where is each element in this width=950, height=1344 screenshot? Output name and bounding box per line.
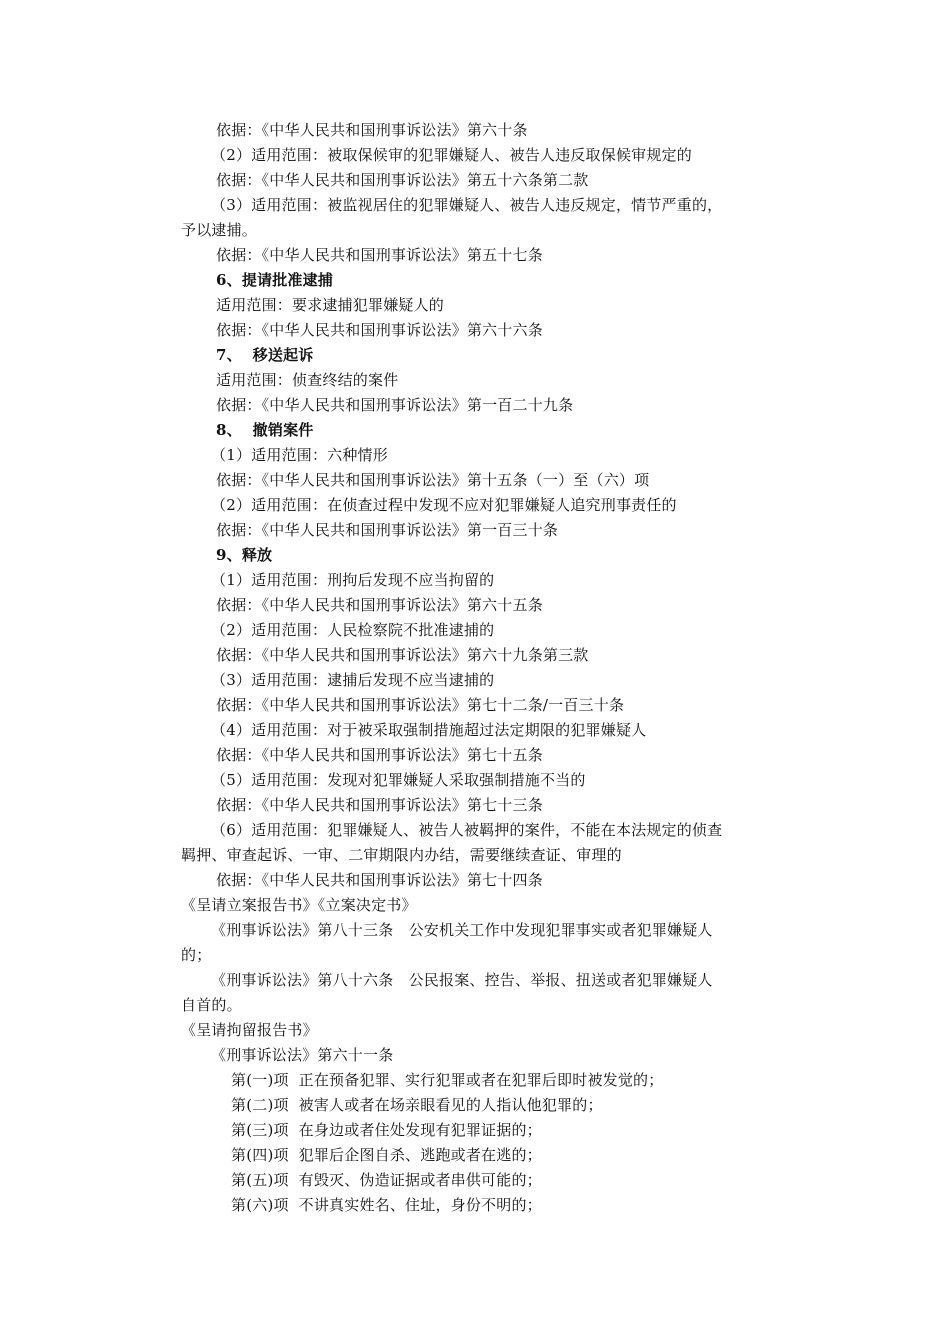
document-title-line: 《呈请拘留报告书》	[181, 1021, 318, 1039]
text-line: （5）适用范围：发现对犯罪嫌疑人采取强制措施不当的	[211, 771, 586, 789]
text-line: 依据：《中华人民共和国刑事诉讼法》第六十条	[216, 121, 528, 139]
text-line: （2）适用范围：在侦查过程中发现不应对犯罪嫌疑人追究刑事责任的	[211, 496, 677, 514]
text-line: 依据：《中华人民共和国刑事诉讼法》第六十六条	[216, 321, 543, 339]
text-line: （4）适用范围：对于被采取强制措施超过法定期限的犯罪嫌疑人	[211, 721, 647, 739]
text-line: 依据：《中华人民共和国刑事诉讼法》第七十二条/一百三十条	[216, 696, 625, 714]
text-line: 依据：《中华人民共和国刑事诉讼法》第七十五条	[216, 746, 543, 764]
text-line: （3）适用范围：被监视居住的犯罪嫌疑人、被告人违反规定，情节严重的，	[211, 196, 723, 214]
text-line: （1）适用范围：刑拘后发现不应当拘留的	[211, 571, 495, 589]
clause-item: 第(一)项 正在预备犯罪、实行犯罪或者在犯罪后即时被发觉的；	[231, 1071, 664, 1089]
text-line: 依据：《中华人民共和国刑事诉讼法》第一百三十条	[216, 521, 559, 539]
text-line: 适用范围：要求逮捕犯罪嫌疑人的	[216, 296, 445, 314]
text-line: 依据：《中华人民共和国刑事诉讼法》第六十五条	[216, 596, 543, 614]
clause-item: 第(四)项 犯罪后企图自杀、逃跑或者在逃的；	[231, 1146, 542, 1164]
text-line: 依据：《中华人民共和国刑事诉讼法》第五十七条	[216, 246, 543, 264]
text-line: 依据：《中华人民共和国刑事诉讼法》第七十四条	[216, 871, 543, 889]
section-heading: 6、提请批准逮捕	[216, 271, 334, 289]
text-line: 自首的。	[181, 996, 242, 1014]
clause-item: 第(二)项 被害人或者在场亲眼看见的人指认他犯罪的；	[231, 1096, 603, 1114]
text-line: 予以逮捕。	[181, 221, 258, 239]
text-line: 的；	[181, 946, 212, 964]
text-line: 《刑事诉讼法》第六十一条	[211, 1046, 394, 1064]
text-line: 依据：《中华人民共和国刑事诉讼法》第一百二十九条	[216, 396, 574, 414]
clause-item: 第(三)项 在身边或者住处发现有犯罪证据的；	[231, 1121, 542, 1139]
text-line: 适用范围：侦查终结的案件	[216, 371, 399, 389]
text-line: （2）适用范围：被取保候审的犯罪嫌疑人、被告人违反取保候审规定的	[211, 146, 692, 164]
text-line: 《刑事诉讼法》第八十六条 公民报案、控告、举报、扭送或者犯罪嫌疑人	[211, 971, 713, 989]
text-line: 羁押、审查起诉、一审、二审期限内办结，需要继续查证、审理的	[181, 846, 622, 864]
text-line: （6）适用范围：犯罪嫌疑人、被告人被羁押的案件，不能在本法规定的侦查	[211, 821, 723, 839]
section-heading: 8、 撤销案件	[216, 421, 314, 439]
section-heading: 9、释放	[216, 546, 273, 564]
text-line: 依据：《中华人民共和国刑事诉讼法》第十五条（一）至（六）项	[216, 471, 650, 489]
text-line: 《刑事诉讼法》第八十三条 公安机关工作中发现犯罪事实或者犯罪嫌疑人	[211, 921, 713, 939]
text-line: （2）适用范围：人民检察院不批准逮捕的	[211, 621, 495, 639]
section-heading: 7、 移送起诉	[216, 346, 314, 364]
document-page	[0, 118, 950, 1218]
text-line: （1）适用范围：六种情形	[211, 446, 388, 464]
clause-item: 第(五)项 有毁灭、伪造证据或者串供可能的；	[231, 1171, 542, 1189]
text-line: 依据：《中华人民共和国刑事诉讼法》第六十九条第三款	[216, 646, 589, 664]
text-line: 依据：《中华人民共和国刑事诉讼法》第五十六条第二款	[216, 171, 589, 189]
text-line: 依据：《中华人民共和国刑事诉讼法》第七十三条	[216, 796, 543, 814]
text-line: （3）适用范围：逮捕后发现不应当逮捕的	[211, 671, 495, 689]
document-title-line: 《呈请立案报告书》《立案决定书》	[181, 896, 417, 914]
clause-item: 第(六)项 不讲真实姓名、住址，身份不明的；	[231, 1196, 542, 1214]
